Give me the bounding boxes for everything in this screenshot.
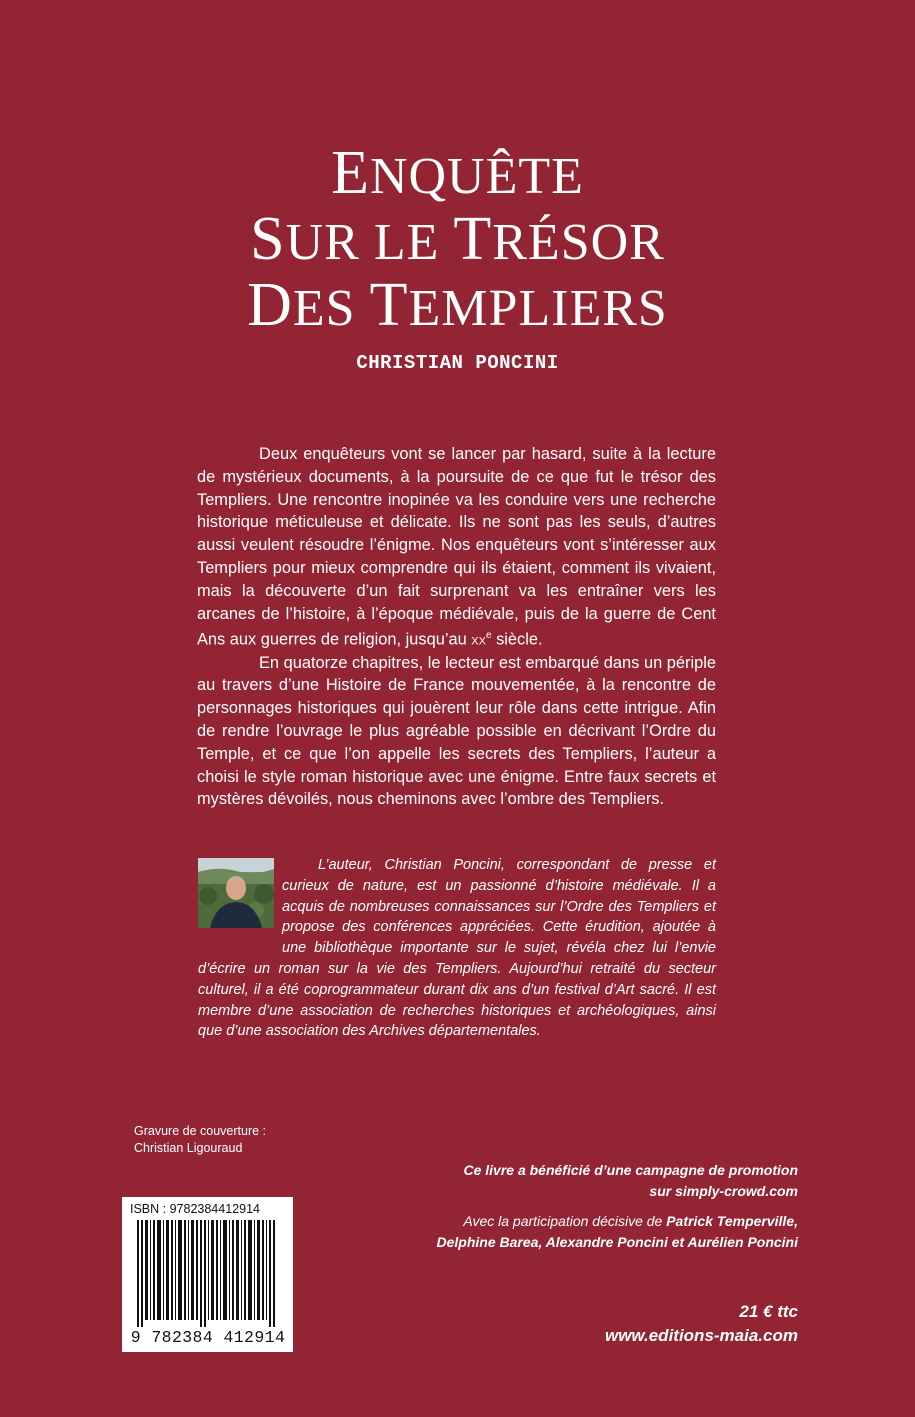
engraving-artist: Christian Ligouraud xyxy=(134,1141,243,1155)
isbn-label: ISBN : 9782384412914 xyxy=(130,1202,260,1216)
barcode-bars xyxy=(128,1220,288,1327)
title-line-2: SUR LE TRÉSOR xyxy=(250,205,665,273)
promo-line-1: Ce livre a bénéficié d’une campagne de promotion xyxy=(463,1162,798,1178)
title-line-1: ENQUÊTE xyxy=(331,139,584,207)
participation-line-1: Avec la participation décisive de Patrick Temperville, xyxy=(463,1213,798,1229)
participation-line-2: Delphine Barea, Alexandre Poncini et Aurélien Poncini xyxy=(436,1234,798,1250)
synopsis-paragraph-1: Deux enquêteurs vont se lancer par hasard, suite à la lecture de mystérieux documents, à la poursuite de ce que fut le trésor des Templiers. Une rencontre inopinée va les conduire vers une recherche historique méticuleuse et délicate. Ils ne sont pas les seuls, d’autres aussi veulent résoudre l’énigme. Nos enquêteurs vont s’intéresser aux Templiers pour mieux comprendre qui ils étaient, comment ils vivaient, mais la découverte d’un fait surprenant va les entraîner vers les arcanes de l’histoire, à l’époque médiévale, puis de la guerre de Cent Ans aux guerres de religion, jusqu’au $xx^e$ siècle. xyxy=(197,445,716,649)
synopsis xyxy=(197,443,716,811)
synopsis-paragraph-2: En quatorze chapitres, le lecteur est embarqué dans un périple au travers d’une Histoire de France mouvementée, à la rencontre de personnages historiques qui jouèrent leur rôle dans cette intrigue. Afin de rendre l’ouvrage le plus agréable possible en décrivant l’Ordre du Temple, et ce que l’on appelle les secrets des Templiers, l’auteur a choisi le style roman historique avec une énigme. Entre faux secrets et mystères dévoilés, nous cheminons avec l’ombre des Templiers. xyxy=(197,653,716,809)
isbn-digits: 9 782384 412914 xyxy=(130,1328,286,1347)
cover-engraving-credit xyxy=(134,1123,266,1157)
promo-campaign xyxy=(463,1160,798,1202)
publisher-website: www.editions-maia.com xyxy=(604,1326,798,1345)
promo-line-2: sur simply-crowd.com xyxy=(649,1183,798,1199)
author-name: CHRISTIAN PONCINI xyxy=(356,352,559,374)
promo-participation xyxy=(437,1211,799,1253)
engraving-label: Gravure de couverture : xyxy=(134,1124,267,1138)
price: 21 € ttc xyxy=(739,1302,798,1321)
price-and-website xyxy=(605,1300,798,1348)
title-line-3: DES TEMPLIERS xyxy=(247,271,668,339)
author-bio: L’auteur, Christian Poncini, correspondant de presse et curieux de nature, est un passionné d’histoire médiévale. Il a acquis de nombreuses connaissances sur l’Ordre des Templiers et propose des conférences appréciées. Cette érudition, ajoutée à une bibliothèque importante sur le sujet, révéla chez lui l’envie d’écrire un roman sur la vie des Templiers. Aujourd’hui retraité du secteur culturel, il a été coprogrammateur durant dix ans d’un festival d’Art sacré. Il est membre d’une association de recherches historiques et archéologiques, ainsi que d’une association des Archives départementales. xyxy=(198,857,716,1040)
